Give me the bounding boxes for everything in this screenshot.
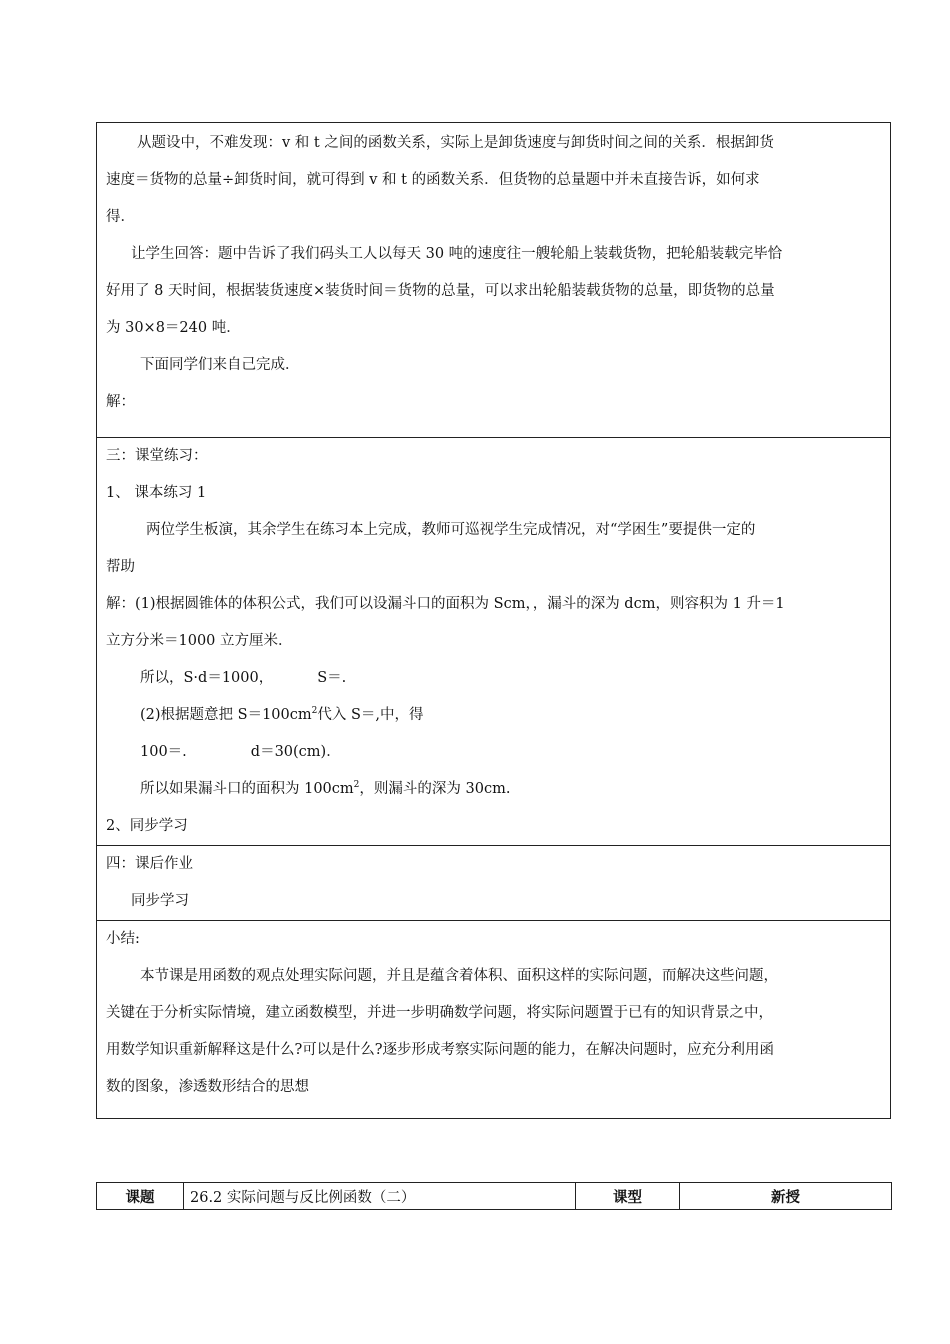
practice-heading: 三：课堂练习： [106, 448, 208, 464]
type-label: 课型 [576, 1183, 680, 1210]
summary-line: 数的图象，渗透数形结合的思想 [106, 1079, 309, 1095]
superscript: 2 [311, 706, 318, 717]
analysis-row [97, 123, 891, 438]
solution-line: 立方分米＝1000 立方厘米． [106, 633, 293, 649]
self-complete-text: 下面同学们来自己完成． [140, 357, 300, 373]
solution-line: 解：(1)根据圆锥体的体积公式，我们可以设漏斗口的面积为 Scm，，漏斗的深为 dcm，则容积为 1 升＝1 [106, 596, 785, 612]
practice-row [97, 438, 891, 846]
analysis-text-line: 速度＝货物的总量÷卸货时间，就可得到 v 和 t 的函数关系．但货物的总量题中并未直接告诉，如何求 [106, 172, 760, 188]
summary-cell [97, 921, 891, 1119]
equation-text: 所以，S·d＝1000， [140, 670, 274, 686]
equation-line-2 [106, 697, 882, 734]
practice-text-line: 两位学生板演，其余学生在练习本上完成，教师可巡视学生完成情况，对“学困生”要提供一定的 [146, 522, 756, 538]
equation-line-1 [106, 660, 882, 697]
conclusion-text: ，则漏斗的深为 30cm. [359, 781, 511, 797]
topic-label: 课题 [97, 1183, 184, 1210]
solution-label: 解： [106, 394, 135, 410]
homework-cell [97, 846, 891, 921]
practice-item-2: 2、同步学习 [106, 818, 188, 834]
equation-text: 代入 S＝,中，得 [317, 707, 424, 723]
lesson-content-table [96, 122, 891, 1119]
equation-line-3 [106, 734, 882, 771]
superscript: 2 [353, 780, 360, 791]
conclusion-text: 所以如果漏斗口的面积为 100cm [140, 781, 354, 797]
analysis-cell [97, 123, 891, 438]
practice-item-1: 1、 课本练习 1 [106, 485, 207, 501]
homework-heading: 四：课后作业 [106, 856, 193, 872]
analysis-text-line: 从题设中，不难发现：v 和 t 之间的函数关系，实际上是卸货速度与卸货时间之间的关系．根据卸货 [137, 135, 774, 151]
type-value: 新授 [680, 1183, 892, 1210]
practice-text-line: 帮助 [106, 559, 135, 575]
summary-line: 用数学知识重新解释这是什么?可以是什么?逐步形成考察实际问题的能力，在解决问题时，应充分利用函 [106, 1042, 775, 1058]
analysis-text-line: 得． [106, 209, 135, 225]
conclusion-line [106, 771, 882, 808]
student-answer-line: 为 30×8＝240 吨． [106, 320, 241, 336]
equation-text: 100＝. [140, 744, 187, 760]
summary-row [97, 921, 891, 1119]
equation-text: (2)根据题意把 S＝100cm [140, 707, 312, 723]
student-answer-line: 让学生回答：题中告诉了我们码头工人以每天 30 吨的速度往一艘轮船上装载货物，把轮船装载完毕恰 [131, 246, 783, 262]
topic-value: 26.2 实际问题与反比例函数（二） [184, 1183, 576, 1210]
header-row [97, 1183, 892, 1210]
student-answer-line: 好用了 8 天时间，根据装货速度×装货时间＝货物的总量，可以求出轮船装载货物的总量，即货物的总量 [106, 283, 775, 299]
practice-cell [97, 438, 891, 846]
summary-line: 本节课是用函数的观点处理实际问题，并且是蕴含着体积、面积这样的实际问题，而解决这些问题， [140, 968, 778, 984]
summary-heading: 小结: [106, 931, 140, 947]
equation-text: d＝30(cm)． [250, 744, 341, 760]
homework-item: 同步学习 [131, 893, 189, 909]
next-lesson-header-table [96, 1182, 892, 1210]
summary-line: 关键在于分析实际情境，建立函数模型，并进一步明确数学问题，将实际问题置于已有的知识背景之中， [106, 1005, 773, 1021]
equation-text: S＝. [317, 670, 347, 686]
homework-row [97, 846, 891, 921]
